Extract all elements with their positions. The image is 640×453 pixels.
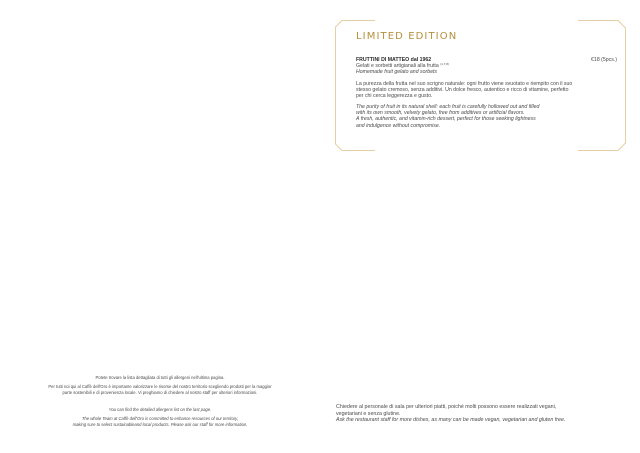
allergen-codes: (1,7,8) (440, 62, 449, 66)
description-line: with its own smooth, velvety gelato, free from additives or artificial flavors. (356, 110, 525, 117)
sustainability-note-english-2: making sure to select sustainableand local products. Please ask our staff for more information. (72, 421, 248, 427)
dietary-note-italian-1: Chiedere al personale di sala per ulteriori piatti, poiché molti possono essere realizzati vegani, (336, 404, 557, 410)
item-italian-name-text: Gelati e sorbetti artigianali alla frutta (356, 62, 439, 69)
description-line: A fresh, authentic, and vitamin-rich dessert, perfect for those seeking lightness (356, 116, 536, 123)
allergens-note-italian: Potete trovare la lista dettagliata di tutti gli allergeni nell'ultima pagina. (95, 375, 225, 380)
item-description-english (356, 104, 596, 129)
dietary-note-italian-2: vegetariani e senza glutine. (336, 410, 401, 417)
item-name: FRUTTINI DI MATTEO dal 1962 (356, 57, 432, 63)
item-english-name: Homemade fruit gelato and sorbets (356, 68, 438, 75)
dietary-note-english: Ask the restaurant staff for more dishes, as many can be made vegan, vegetarian and gluten free. (336, 417, 566, 423)
right-page-footer (336, 404, 565, 424)
sustainability-note-italian-1: Per tutti noi qui al Caffè dell'Oro è importante valorizzare le risorse del nostro territorio scegliendo prodotti per la maggior (48, 384, 272, 389)
sustainability-note-italian-2: parte sostenibili e di provenienza locale. Vi preghiamo di chiedere al nostro staff per ulteriori informazioni. (62, 389, 258, 395)
description-line: stesso gelato cremoso, senza additivi. Un dolce fresco, autentico e ricco di vitamine, perfetto (356, 87, 569, 94)
description-line: La purezza della frutta nel suo scrigno naturale: ogni frutto viene svuotato e riempito con il suo (356, 81, 573, 87)
item-price: €18 (5pcs.) (591, 57, 617, 63)
description-line: and indulgence without compromise. (356, 122, 441, 129)
allergens-note-english: You can find the detailed allergens list on the last page. (108, 406, 212, 412)
description-line: The purity of fruit in its natural shell: each fruit is carefully hollowed out and filled (356, 104, 540, 110)
section-title: LIMITED EDITION (356, 31, 458, 42)
description-line: per chi cerca leggerezza e gusto. (356, 93, 433, 100)
item-description-italian (356, 81, 596, 100)
sustainability-note-english-1: The whole Team at Caffè dell'Oro is committed to enhance resources of our territory, (81, 416, 239, 421)
